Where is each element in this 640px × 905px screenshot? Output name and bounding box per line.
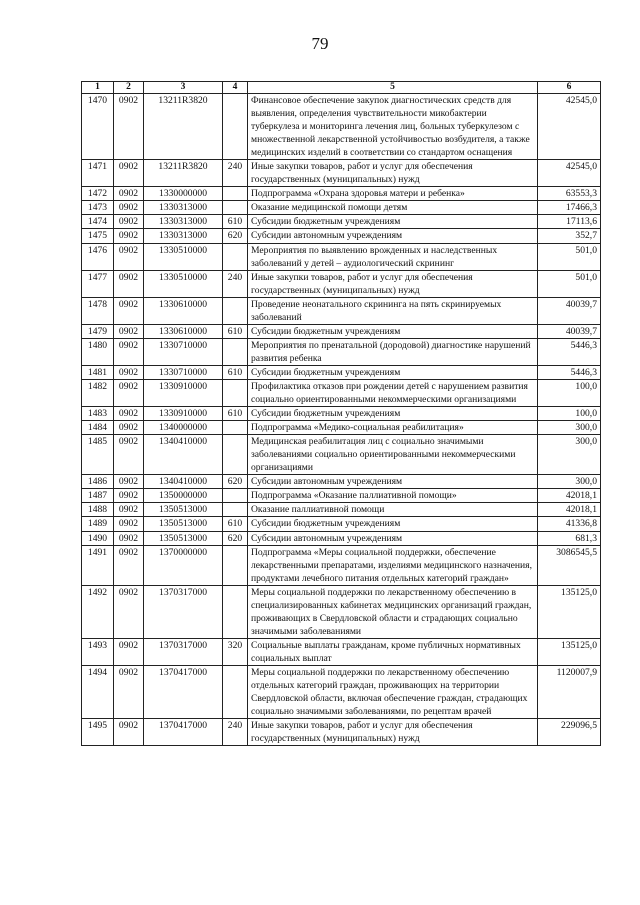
item-name: Оказание медицинской помощи детям (248, 201, 538, 215)
table-row (82, 201, 601, 215)
item-name: Медицинская реабилитация лиц с социально значимыми заболеваниями социально ориентированными некоммерческими организациями (248, 435, 538, 475)
row-number: 1484 (82, 421, 114, 435)
target-article-code: 1330000000 (144, 187, 223, 201)
section-code: 0902 (114, 421, 144, 435)
amount: 5446,3 (538, 365, 601, 379)
amount: 135125,0 (538, 638, 601, 665)
expense-type-code (223, 585, 248, 638)
column-header-3: 3 (144, 82, 223, 94)
item-name: Подпрограмма «Оказание паллиативной помощи» (248, 489, 538, 503)
table-row (82, 160, 601, 187)
target-article-code: 1370417000 (144, 719, 223, 746)
section-code: 0902 (114, 324, 144, 338)
item-name: Мероприятия по выявлению врожденных и наследственных заболеваний у детей – аудиологический скрининг (248, 243, 538, 270)
item-name: Субсидии бюджетным учреждениям (248, 407, 538, 421)
expense-type-code (223, 421, 248, 435)
row-number: 1492 (82, 585, 114, 638)
table-row (82, 517, 601, 531)
section-code: 0902 (114, 531, 144, 545)
expense-type-code (223, 201, 248, 215)
row-number: 1480 (82, 338, 114, 365)
table-row (82, 243, 601, 270)
target-article-code: 1370000000 (144, 545, 223, 585)
row-number: 1471 (82, 160, 114, 187)
expense-type-code (223, 187, 248, 201)
expense-type-code (223, 489, 248, 503)
expense-type-code: 610 (223, 365, 248, 379)
target-article-code: 1370417000 (144, 665, 223, 718)
row-number: 1475 (82, 229, 114, 243)
target-article-code: 13211R3820 (144, 160, 223, 187)
target-article-code: 1340410000 (144, 435, 223, 475)
section-code: 0902 (114, 719, 144, 746)
row-number: 1487 (82, 489, 114, 503)
amount: 229096,5 (538, 719, 601, 746)
row-number: 1473 (82, 201, 114, 215)
item-name: Проведение неонатального скрининга на пять скринируемых заболеваний (248, 297, 538, 324)
section-code: 0902 (114, 94, 144, 160)
table-row (82, 638, 601, 665)
row-number: 1470 (82, 94, 114, 160)
table-row (82, 270, 601, 297)
section-code: 0902 (114, 270, 144, 297)
section-code: 0902 (114, 215, 144, 229)
target-article-code: 1330910000 (144, 379, 223, 406)
table-row (82, 187, 601, 201)
item-name: Субсидии бюджетным учреждениям (248, 365, 538, 379)
table-row (82, 94, 601, 160)
table-row (82, 545, 601, 585)
page-number: 79 (311, 34, 329, 53)
section-code: 0902 (114, 435, 144, 475)
expense-type-code: 240 (223, 719, 248, 746)
target-article-code: 1350000000 (144, 489, 223, 503)
target-article-code: 1330510000 (144, 243, 223, 270)
expense-type-code (223, 297, 248, 324)
table-row (82, 229, 601, 243)
expense-type-code (223, 379, 248, 406)
target-article-code: 1330710000 (144, 338, 223, 365)
amount: 352,7 (538, 229, 601, 243)
target-article-code: 1340000000 (144, 421, 223, 435)
table-row (82, 489, 601, 503)
expense-type-code: 240 (223, 160, 248, 187)
table-row (82, 435, 601, 475)
item-name: Иные закупки товаров, работ и услуг для обеспечения государственных (муниципальных) нужд (248, 160, 538, 187)
amount: 41336,8 (538, 517, 601, 531)
target-article-code: 13211R3820 (144, 94, 223, 160)
amount: 5446,3 (538, 338, 601, 365)
item-name: Оказание паллиативной помощи (248, 503, 538, 517)
item-name: Субсидии бюджетным учреждениям (248, 324, 538, 338)
column-header-1: 1 (82, 82, 114, 94)
amount: 681,3 (538, 531, 601, 545)
row-number: 1489 (82, 517, 114, 531)
table-row (82, 297, 601, 324)
column-header-5: 5 (248, 82, 538, 94)
section-code: 0902 (114, 503, 144, 517)
section-code: 0902 (114, 160, 144, 187)
amount: 63553,3 (538, 187, 601, 201)
amount: 100,0 (538, 407, 601, 421)
table-row (82, 407, 601, 421)
row-number: 1472 (82, 187, 114, 201)
target-article-code: 1350513000 (144, 517, 223, 531)
expense-type-code (223, 503, 248, 517)
table-row (82, 338, 601, 365)
row-number: 1482 (82, 379, 114, 406)
expense-type-code (223, 94, 248, 160)
amount: 17466,3 (538, 201, 601, 215)
row-number: 1488 (82, 503, 114, 517)
row-number: 1486 (82, 475, 114, 489)
amount: 501,0 (538, 243, 601, 270)
row-number: 1494 (82, 665, 114, 718)
target-article-code: 1340410000 (144, 475, 223, 489)
row-number: 1474 (82, 215, 114, 229)
section-code: 0902 (114, 517, 144, 531)
amount: 501,0 (538, 270, 601, 297)
expense-type-code (223, 338, 248, 365)
item-name: Субсидии автономным учреждениям (248, 475, 538, 489)
amount: 300,0 (538, 475, 601, 489)
expense-type-code (223, 435, 248, 475)
amount: 100,0 (538, 379, 601, 406)
target-article-code: 1350513000 (144, 503, 223, 517)
item-name: Профилактика отказов при рождении детей с нарушением развития социально ориентированными некоммерческими организациями (248, 379, 538, 406)
amount: 42545,0 (538, 94, 601, 160)
item-name: Подпрограмма «Охрана здоровья матери и ребенка» (248, 187, 538, 201)
item-name: Мероприятия по пренатальной (дородовой) диагностике нарушений развития ребенка (248, 338, 538, 365)
section-code: 0902 (114, 187, 144, 201)
expense-type-code: 610 (223, 517, 248, 531)
table-row (82, 585, 601, 638)
target-article-code: 1330313000 (144, 215, 223, 229)
item-name: Финансовое обеспечение закупок диагностических средств для выявления, определения чувствительности микобактерии туберкулеза и мониторинга лечения лиц, больных туберкулезом с множественной лекарственной устойчивостью возбудителя, а также медицинских изделий в соответствии со стандартом оснащения (248, 94, 538, 160)
section-code: 0902 (114, 489, 144, 503)
row-number: 1490 (82, 531, 114, 545)
item-name: Меры социальной поддержки по лекарственному обеспечению отдельных категорий граждан, проживающих на территории Свердловской области, включая обеспечение граждан, страдающих социально значимыми заболеваниями, по рецептам врачей (248, 665, 538, 718)
amount: 42018,1 (538, 503, 601, 517)
table-row (82, 719, 601, 746)
table-body (82, 94, 601, 746)
expense-type-code: 240 (223, 270, 248, 297)
amount: 3086545,5 (538, 545, 601, 585)
section-code: 0902 (114, 379, 144, 406)
target-article-code: 1330313000 (144, 229, 223, 243)
amount: 135125,0 (538, 585, 601, 638)
amount: 42018,1 (538, 489, 601, 503)
section-code: 0902 (114, 475, 144, 489)
target-article-code: 1370317000 (144, 638, 223, 665)
target-article-code: 1330910000 (144, 407, 223, 421)
row-number: 1476 (82, 243, 114, 270)
amount: 1120007,9 (538, 665, 601, 718)
item-name: Субсидии автономным учреждениям (248, 229, 538, 243)
expense-type-code: 620 (223, 531, 248, 545)
table-row (82, 379, 601, 406)
section-code: 0902 (114, 365, 144, 379)
target-article-code: 1330610000 (144, 324, 223, 338)
amount: 300,0 (538, 435, 601, 475)
item-name: Меры социальной поддержки по лекарственному обеспечению в специализированных кабинетах медицинских организаций граждан, проживающих в Свердловской области и страдающих социально значимыми заболеваниями (248, 585, 538, 638)
table-row (82, 531, 601, 545)
amount: 40039,7 (538, 324, 601, 338)
section-code: 0902 (114, 201, 144, 215)
table-row (82, 665, 601, 718)
expense-type-code: 320 (223, 638, 248, 665)
section-code: 0902 (114, 407, 144, 421)
item-name: Подпрограмма «Медико-социальная реабилитация» (248, 421, 538, 435)
section-code: 0902 (114, 338, 144, 365)
item-name: Иные закупки товаров, работ и услуг для обеспечения государственных (муниципальных) нужд (248, 719, 538, 746)
expense-type-code: 620 (223, 229, 248, 243)
item-name: Социальные выплаты гражданам, кроме публичных нормативных социальных выплат (248, 638, 538, 665)
table-row (82, 503, 601, 517)
row-number: 1481 (82, 365, 114, 379)
expense-type-code (223, 545, 248, 585)
row-number: 1479 (82, 324, 114, 338)
expense-type-code: 620 (223, 475, 248, 489)
expense-type-code: 610 (223, 324, 248, 338)
table-row (82, 475, 601, 489)
section-code: 0902 (114, 297, 144, 324)
section-code: 0902 (114, 638, 144, 665)
section-code: 0902 (114, 665, 144, 718)
expense-type-code (223, 665, 248, 718)
row-number: 1483 (82, 407, 114, 421)
table-row (82, 365, 601, 379)
row-number: 1485 (82, 435, 114, 475)
budget-table (81, 81, 601, 746)
item-name: Субсидии автономным учреждениям (248, 531, 538, 545)
section-code: 0902 (114, 585, 144, 638)
column-header-2: 2 (114, 82, 144, 94)
column-header-4: 4 (223, 82, 248, 94)
target-article-code: 1370317000 (144, 585, 223, 638)
table-row (82, 215, 601, 229)
table-header (82, 82, 601, 94)
row-number: 1495 (82, 719, 114, 746)
item-name: Субсидии бюджетным учреждениям (248, 215, 538, 229)
expense-type-code: 610 (223, 407, 248, 421)
section-code: 0902 (114, 545, 144, 585)
target-article-code: 1330313000 (144, 201, 223, 215)
column-header-6: 6 (538, 82, 601, 94)
row-number: 1477 (82, 270, 114, 297)
amount: 17113,6 (538, 215, 601, 229)
target-article-code: 1330510000 (144, 270, 223, 297)
item-name: Подпрограмма «Меры социальной поддержки, обеспечение лекарственными препаратами, изделиями медицинского назначения, продуктами лечебного питания отдельных категорий граждан» (248, 545, 538, 585)
row-number: 1493 (82, 638, 114, 665)
expense-type-code: 610 (223, 215, 248, 229)
item-name: Субсидии бюджетным учреждениям (248, 517, 538, 531)
target-article-code: 1330610000 (144, 297, 223, 324)
section-code: 0902 (114, 243, 144, 270)
target-article-code: 1330710000 (144, 365, 223, 379)
row-number: 1478 (82, 297, 114, 324)
amount: 300,0 (538, 421, 601, 435)
header-row (82, 82, 601, 94)
expense-type-code (223, 243, 248, 270)
target-article-code: 1350513000 (144, 531, 223, 545)
table-row (82, 324, 601, 338)
item-name: Иные закупки товаров, работ и услуг для обеспечения государственных (муниципальных) нужд (248, 270, 538, 297)
amount: 40039,7 (538, 297, 601, 324)
row-number: 1491 (82, 545, 114, 585)
table-row (82, 421, 601, 435)
section-code: 0902 (114, 229, 144, 243)
amount: 42545,0 (538, 160, 601, 187)
